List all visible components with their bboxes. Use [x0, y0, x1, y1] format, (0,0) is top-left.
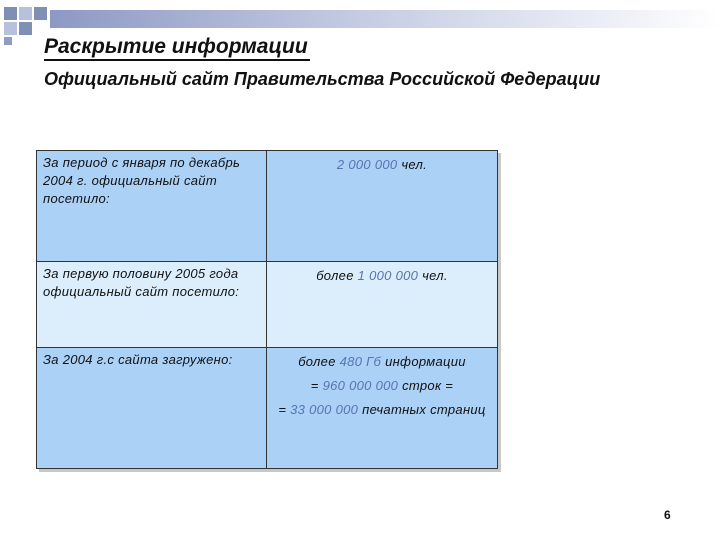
table-row [37, 262, 498, 348]
value-text: более [316, 268, 358, 283]
info-table [36, 150, 498, 469]
decor-square [3, 21, 18, 36]
value-text: чел. [418, 268, 448, 283]
row-value [267, 348, 498, 469]
value-number: 1 000 000 [357, 268, 419, 283]
row-value [267, 262, 498, 348]
decor-square [3, 6, 18, 21]
value-text: = [278, 402, 291, 417]
row-label: За 2004 г.с сайта загружено: [37, 348, 267, 469]
slide-title: Раскрытие информации [44, 35, 310, 61]
row-label: За период с января по декабрь 2004 г. официальный сайт посетило: [37, 151, 267, 262]
decor-square [33, 6, 48, 21]
row-label: За первую половину 2005 года официальный сайт посетило: [37, 262, 267, 348]
header [44, 35, 664, 91]
value-number: 480 Гб [339, 354, 382, 369]
value-text: информации [381, 354, 466, 369]
table-row [37, 348, 498, 469]
slide-subtitle: Официальный сайт Правительства Российской Федерации [44, 69, 601, 89]
page-number: 6 [664, 508, 671, 522]
value-number: 2 000 000 [336, 157, 398, 172]
value-text: более [298, 354, 340, 369]
row-value [267, 151, 498, 262]
value-text: = [310, 378, 323, 393]
decor-square [3, 36, 13, 46]
header-gradient-bar [50, 10, 720, 28]
value-text: печатных страниц [358, 402, 486, 417]
decor-square [18, 6, 33, 21]
value-number: 33 000 000 [290, 402, 359, 417]
table-row [37, 151, 498, 262]
decor-square [18, 21, 33, 36]
value-text: строк = [398, 378, 454, 393]
value-number: 960 000 000 [322, 378, 399, 393]
value-text: чел. [397, 157, 428, 172]
